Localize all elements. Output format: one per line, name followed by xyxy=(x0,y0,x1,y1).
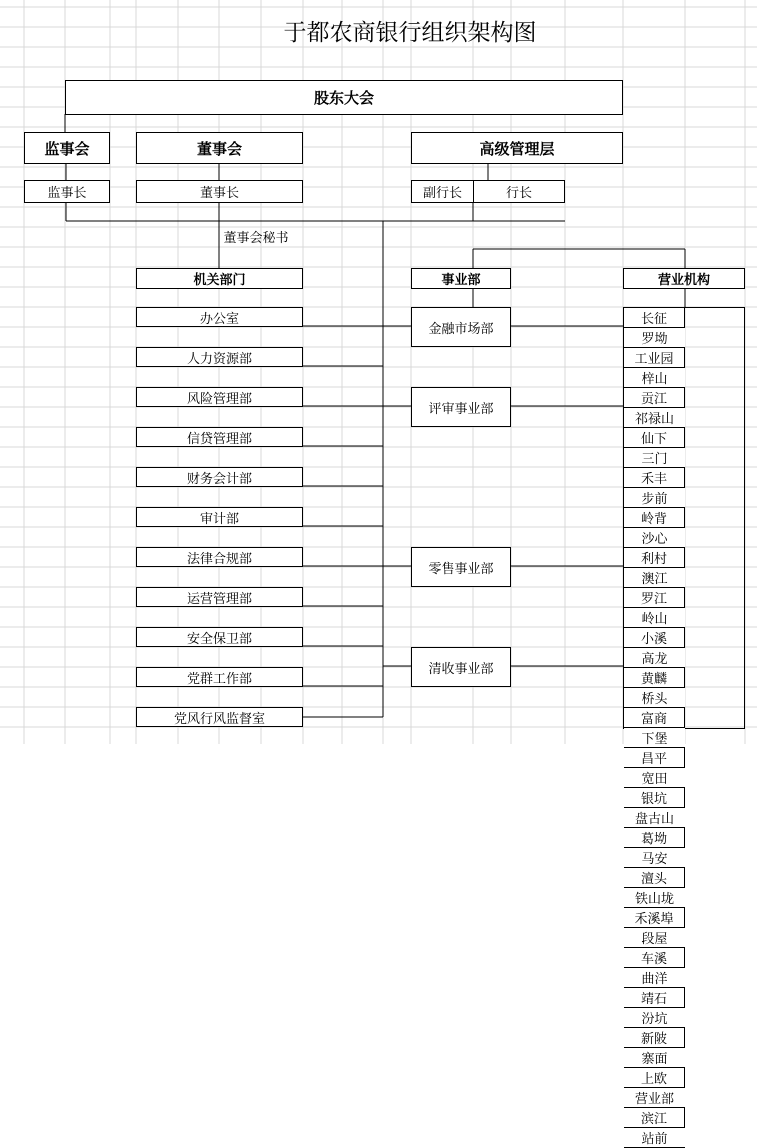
branches-table xyxy=(623,307,745,1147)
branch-cell: 工业园 xyxy=(624,348,685,368)
department-item: 党风行风监督室 xyxy=(136,707,303,727)
branch-cell: 步前 xyxy=(624,488,685,508)
branch-cell: 寨面 xyxy=(624,1048,685,1068)
supervisory-chair-box: 监事长 xyxy=(24,180,110,203)
branch-cell: 靖石 xyxy=(624,988,685,1008)
department-item: 风险管理部 xyxy=(136,387,303,407)
departments-header: 机关部门 xyxy=(136,268,303,289)
branch-cell: 黄麟 xyxy=(624,668,685,688)
branch-cell: 祁禄山 xyxy=(624,408,685,428)
branch-cell: 高龙 xyxy=(624,648,685,668)
branch-cell: 贡江 xyxy=(624,388,685,408)
vice-president-box: 副行长 xyxy=(411,180,474,203)
branch-cell: 宽田 xyxy=(624,768,685,788)
business-unit-item: 金融市场部 xyxy=(411,307,511,347)
branch-cell: 滨江 xyxy=(624,1108,685,1128)
senior-management-box: 高级管理层 xyxy=(411,132,623,164)
branch-cell: 三门 xyxy=(624,448,685,468)
department-item: 党群工作部 xyxy=(136,667,303,687)
department-item: 办公室 xyxy=(136,307,303,327)
branch-cell: 汾坑 xyxy=(624,1008,685,1028)
branch-cell: 铁山垅 xyxy=(624,888,685,908)
business-units-header: 事业部 xyxy=(411,268,511,289)
branch-cell: 下堡 xyxy=(624,728,685,748)
branch-cell: 段屋 xyxy=(624,928,685,948)
branch-cell: 澶头 xyxy=(624,868,685,888)
branch-cell: 盘古山 xyxy=(624,808,685,828)
department-item: 信贷管理部 xyxy=(136,427,303,447)
branch-cell: 禾溪埠 xyxy=(624,908,685,928)
branch-cell: 葛坳 xyxy=(624,828,685,848)
branch-cell: 车溪 xyxy=(624,948,685,968)
department-item: 安全保卫部 xyxy=(136,627,303,647)
branch-cell: 岭山 xyxy=(624,608,685,628)
branch-cell: 上欧 xyxy=(624,1068,685,1088)
department-item: 财务会计部 xyxy=(136,467,303,487)
department-item: 人力资源部 xyxy=(136,347,303,367)
branch-cell: 营业部 xyxy=(624,1088,685,1108)
branch-cell: 罗坳 xyxy=(624,328,685,348)
department-item: 审计部 xyxy=(136,507,303,527)
branch-cell: 银坑 xyxy=(624,788,685,808)
branch-cell: 桥头 xyxy=(624,688,685,708)
branch-cell: 马安 xyxy=(624,848,685,868)
branch-cell: 昌平 xyxy=(624,748,685,768)
department-item: 运营管理部 xyxy=(136,587,303,607)
branch-cell: 利村 xyxy=(624,548,685,568)
business-unit-item: 评审事业部 xyxy=(411,387,511,427)
branch-cell: 新陂 xyxy=(624,1028,685,1048)
president-box: 行长 xyxy=(473,180,565,203)
branch-cell: 岭背 xyxy=(624,508,685,528)
branches-header: 营业机构 xyxy=(623,268,745,289)
branch-cell: 澳江 xyxy=(624,568,685,588)
board-secretary-label: 董事会秘书 xyxy=(223,230,289,246)
department-item: 法律合规部 xyxy=(136,547,303,567)
chart-title: 于都农商银行组织架构图 xyxy=(283,20,537,46)
branch-cell: 梓山 xyxy=(624,368,685,388)
branch-cell: 小溪 xyxy=(624,628,685,648)
board-of-directors-box: 董事会 xyxy=(136,132,303,164)
branch-cell: 站前 xyxy=(624,1128,685,1148)
branch-cell: 曲洋 xyxy=(624,968,685,988)
branch-cell: 罗江 xyxy=(624,588,685,608)
branch-cell: 富商 xyxy=(624,708,685,728)
business-unit-item: 零售事业部 xyxy=(411,547,511,587)
branch-cell: 仙下 xyxy=(624,428,685,448)
branch-cell: 禾丰 xyxy=(624,468,685,488)
branch-cell: 沙心 xyxy=(624,528,685,548)
chairman-box: 董事长 xyxy=(136,180,303,203)
supervisory-board-box: 监事会 xyxy=(24,132,110,164)
shareholders-meeting-box: 股东大会 xyxy=(65,80,623,115)
business-unit-item: 清收事业部 xyxy=(411,647,511,687)
branch-cell: 长征 xyxy=(624,308,685,328)
